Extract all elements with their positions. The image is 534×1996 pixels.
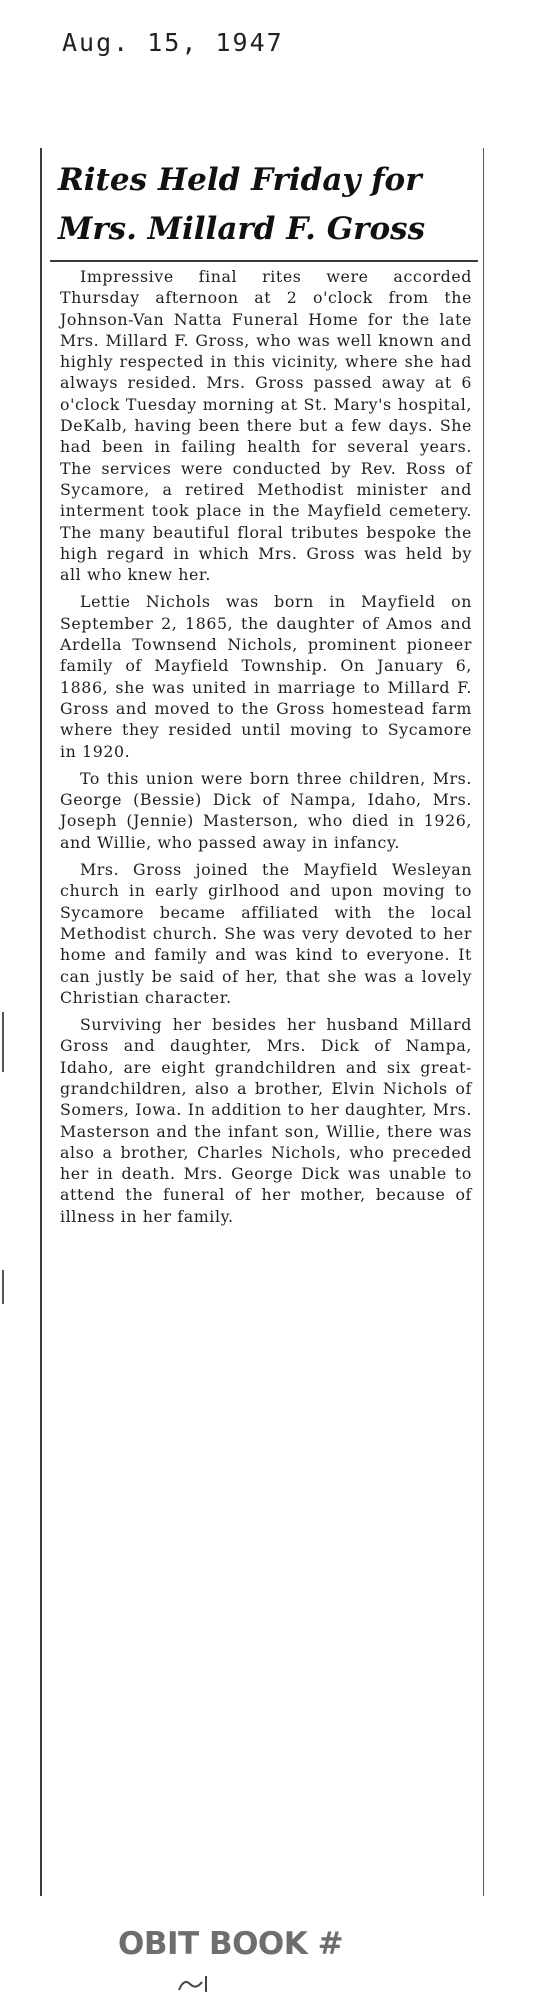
paragraph-survivors: Surviving her besides her husband Millard Gross and daughter, Mrs. Dick of Nampa, Idaho, are eight grandchildren and six great-grandchildren, also a brother, Elvin Nichols of Somers, Iowa. In addition to her daughter, Mrs. Masterson and the infant son, Willie, there was also a brother, Charles Nichols, who preceded her in death. Mrs. George Dick was unable to attend the funeral of her mother, because of illness in her family. bbox=[60, 1015, 472, 1226]
scan-edge-mark bbox=[2, 1012, 4, 1072]
typed-date: Aug. 15, 1947 bbox=[62, 28, 284, 57]
article-body bbox=[60, 266, 472, 1233]
newspaper-clipping bbox=[40, 148, 484, 1896]
article-headline bbox=[58, 156, 478, 254]
headline-rule bbox=[50, 260, 478, 262]
headline-line-1: Rites Held Friday for bbox=[58, 162, 422, 198]
handwritten-number-mark bbox=[176, 1972, 216, 1994]
paragraph-children: To this union were born three children, Mrs. George (Bessie) Dick of Nampa, Idaho, Mrs. Joseph (Jennie) Masterson, who died in 1926, and Willie, who passed away in infancy. bbox=[60, 768, 472, 852]
paragraph-church: Mrs. Gross joined the Mayfield Wesleyan church in early girlhood and upon moving to Sycamore became affiliated with the local Methodist church. She was very devoted to her home and family and was kind to everyone. It can justly be said of her, that she was a lovely Christian character. bbox=[60, 860, 472, 1007]
paragraph-biography: Lettie Nichols was born in Mayfield on September 2, 1865, the daughter of Amos and Ardella Townsend Nichols, prominent pioneer family of Mayfield Township. On January 6, 1886, she was united in marriage to Millard F. Gross and moved to the Gross homestead farm where they resided until moving to Sycamore in 1920. bbox=[60, 592, 472, 761]
headline-line-2: Mrs. Millard F. Gross bbox=[58, 211, 426, 247]
paragraph-service: Impressive final rites were accorded Thursday afternoon at 2 o'clock from the Johnson-Van Natta Funeral Home for the late Mrs. Millard F. Gross, who was well known and highly respected in this vicinity, where she had always resided. Mrs. Gross passed away at 6 o'clock Tuesday morning at St. Mary's hospital, DeKalb, having been there but a few days. She had been in failing health for several years. The services were conducted by Rev. Ross of Sycamore, a retired Methodist minister and interment took place in the Mayfield cemetery. The many beautiful floral tributes bespoke the high regard in which Mrs. Gross was held by all who knew her. bbox=[60, 267, 472, 585]
scan-edge-mark bbox=[2, 1270, 4, 1304]
obit-book-stamp: OBIT BOOK # bbox=[118, 1926, 344, 1962]
